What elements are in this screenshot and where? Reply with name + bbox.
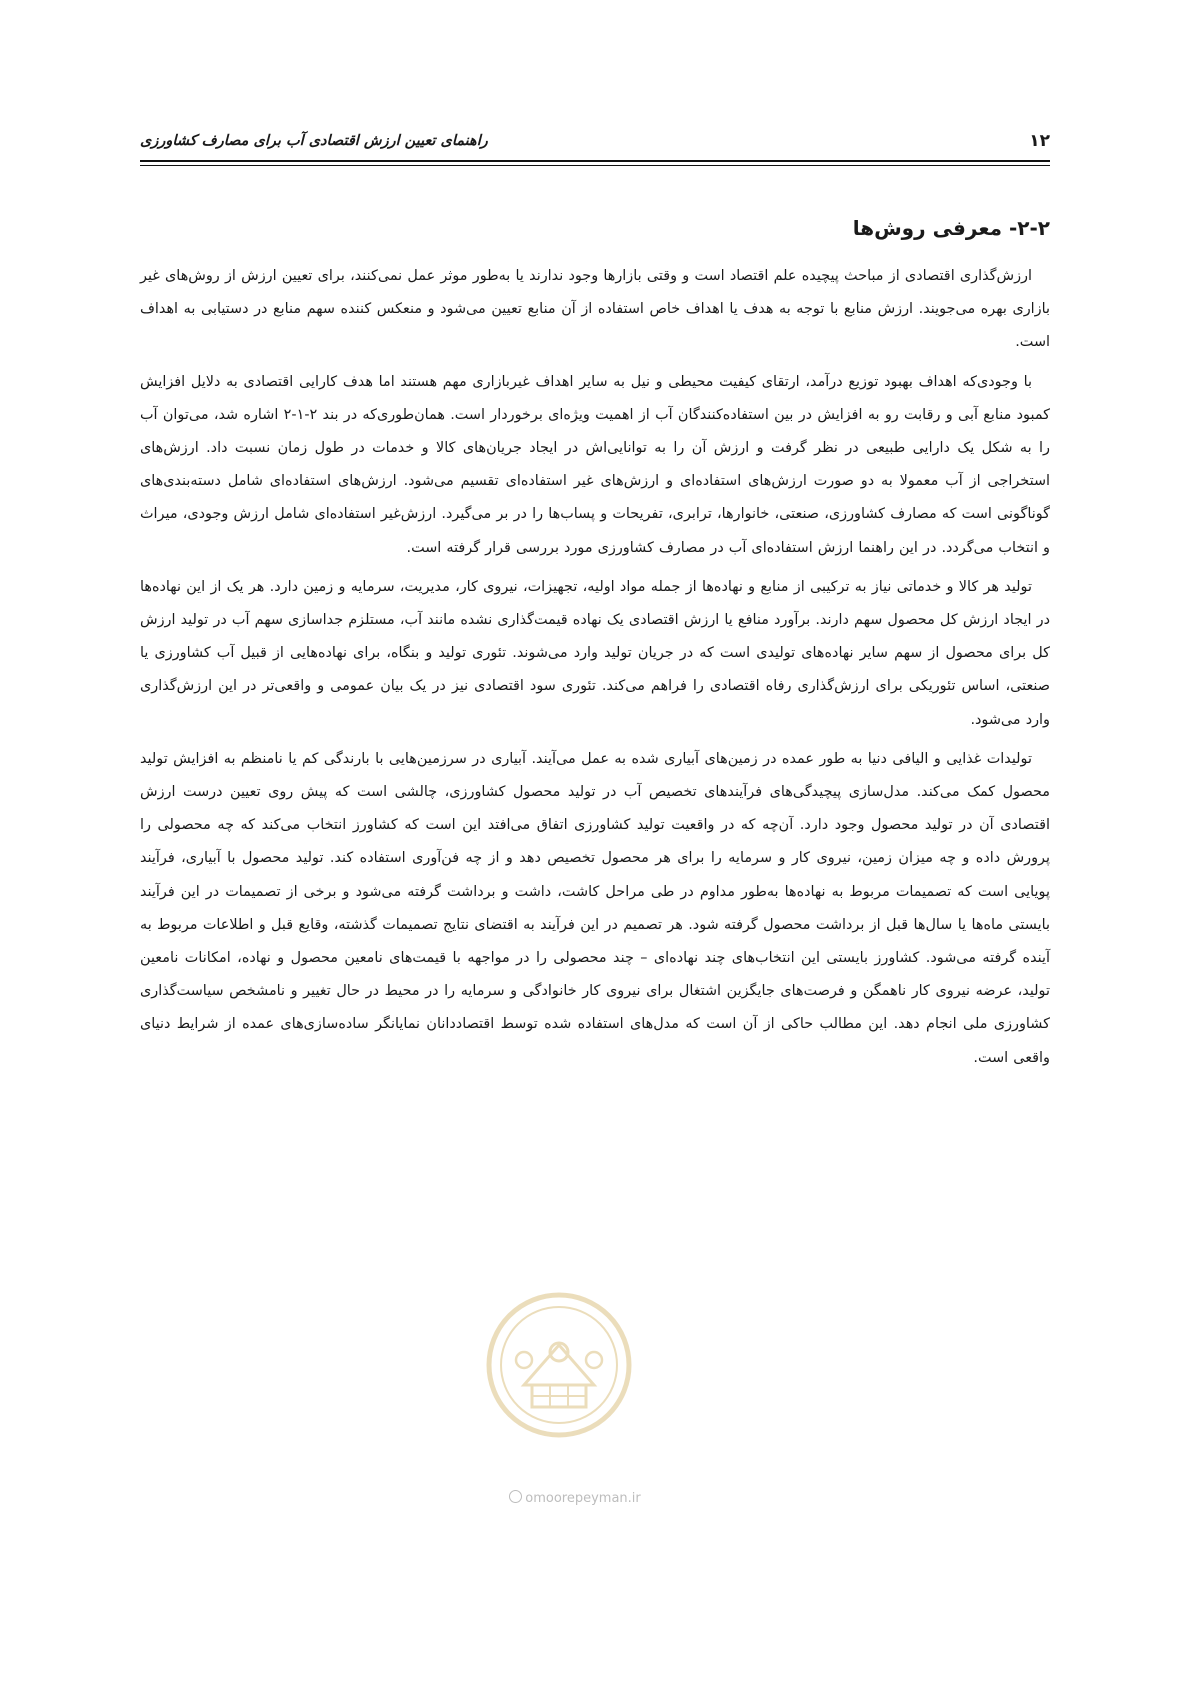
globe-icon [509,1490,522,1503]
running-title: راهنمای تعیین ارزش اقتصادی آب برای مصارف کشاورزی [140,132,488,149]
watermark-url-text: omoorepeyman.ir [525,1491,641,1506]
watermark-seal-icon [484,1290,634,1440]
paragraph-4: تولیدات غذایی و الیافی دنیا به طور عمده در زمین‌های آبیاری شده به عمل می‌آیند. آبیاری در سرزمین‌هایی با بارندگی کم یا نامنظم به افزایش تولید محصول کمک می‌کند. مدل‌سازی پیچیدگی‌های فرآیندهای تخصیص آب در تولید محصول کشاورزی، چالشی است که پیش روی تعیین درست ارزش اقتصادی آن در تولید محصول وجود دارد. آن‌چه که در واقعیت تولید کشاورزی اتفاق می‌افتد این است که کشاورز انتخاب می‌کند که چه محصولی را پرورش داده و چه میزان زمین، نیروی کار و سرمایه را برای هر محصول تخصیص دهد و از چه فن‌آوری استفاده کند. تولید محصول با آبیاری، فرآیند پویایی است که تصمیمات مربوط به نهاده‌ها به‌طور مداوم در طی مراحل کاشت، داشت و برداشت گرفته می‌شود و برخی از تصمیمات در این فرآیند بایستی ماه‌ها یا سال‌ها قبل از برداشت محصول گرفته شود. هر تصمیم در این فرآیند به اقتضای نتایج تصمیمات گذشته، وقایع قبل و اطلاعات مربوط به آینده گرفته می‌شود. کشاورز بایستی این انتخاب‌های چند نهاده‌ای – چند محصولی را در مواجهه با قیمت‌های نامعین محصول و نهاده، امکانات نامعین تولید، عرضه نیروی کار ناهمگن و فرصت‌های جایگزین اشتغال برای نیروی کار خانوادگی و سرمایه را در محیط در حال تغییر و نامشخص سیاست‌گذاری کشاورزی ملی انجام دهد. این مطالب حاکی از آن است که مدل‌های استفاده شده توسط اقتصاددانان نمایانگر ساده‌سازی‌های عمده از شرایط دنیای واقعی است. [140,750,1050,1066]
running-header [140,126,1050,156]
page-number: ۱۲ [1029,131,1050,151]
header-rule [140,160,1050,162]
paragraph-3: تولید هر کالا و خدماتی نیاز به ترکیبی از منابع و نهاده‌ها از جمله مواد اولیه، تجهیزات، نیروی کار، مدیریت، سرمایه و زمین دارد. هر یک از این نهاده‌ها در ایجاد ارزش کل محصول سهم دارند. برآورد منافع یا ارزش اقتصادی یک نهاده قیمت‌گذاری نشده مانند آب، مستلزم جداسازی سهم آب در تولید ارزش کل برای محصول از سهم سایر نهاده‌های تولیدی است که در جریان تولید وارد می‌شوند. تئوری تولید و بنگاه، برای نهاده‌هایی از قبیل آب کشاورزی یا صنعتی، اساس تئوریکی برای ارزش‌گذاری رفاه اقتصادی را فراهم می‌کند. تئوری سود اقتصادی نیز در یک بیان عمومی و واقعی‌تر در این ارزش‌گذاری وارد می‌شود. [140,578,1050,728]
page-content [140,210,1050,1081]
section-heading: ۲-۲- معرفی روش‌ها [852,216,1050,240]
paragraph-2: با وجودی‌که اهداف بهبود توزیع درآمد، ارتقای کیفیت محیطی و نیل به سایر اهداف غیربازاری مهم هستند اما هدف کارایی اقتصادی به دلایل افزایش کمبود منابع آبی و رقابت رو به افزایش در بین استفاده‌کنندگان آب از اهمیت ویژه‌ای برخوردار است. همان‌طوری‌که در بند ۲-۱-۲ اشاره شد، می‌توان آب را به شکل یک دارایی طبیعی در نظر گرفت و ارزش آن را به توانایی‌اش در ایجاد جریان‌های کالا و خدمات در طول زمان نسبت داد. ارزش‌های استخراجی از آب معمولا به دو صورت ارزش‌های استفاده‌ای و ارزش‌های غیر استفاده‌ای تقسیم می‌شود. ارزش‌های استفاده‌ای شامل دسته‌بندی‌های گوناگونی است که مصارف کشاورزی، صنعتی، خانوارها، ترابری، تفریحات و پساب‌ها را در بر می‌گیرد. ارزش‌غیر استفاده‌ای شامل ارزش وجودی، میراث و انتخاب می‌گردد. در این راهنما ارزش استفاده‌ای آب در مصارف کشاورزی مورد بررسی قرار گرفته است. [140,373,1050,556]
paragraph-1: ارزش‌گذاری اقتصادی از مباحث پیچیده علم اقتصاد است و وقتی بازارها وجود ندارند یا به‌طور موثر عمل نمی‌کنند، برای تعیین ارزش از روش‌های غیر بازاری بهره می‌جویند. ارزش منابع با توجه به هدف یا اهداف خاص استفاده از آن منابع تعیین می‌شود و منعکس کننده سهم منابع در دستیابی به اهداف است. [140,268,1050,351]
header-rule-thin [140,165,1050,166]
watermark-url [470,1490,680,1506]
